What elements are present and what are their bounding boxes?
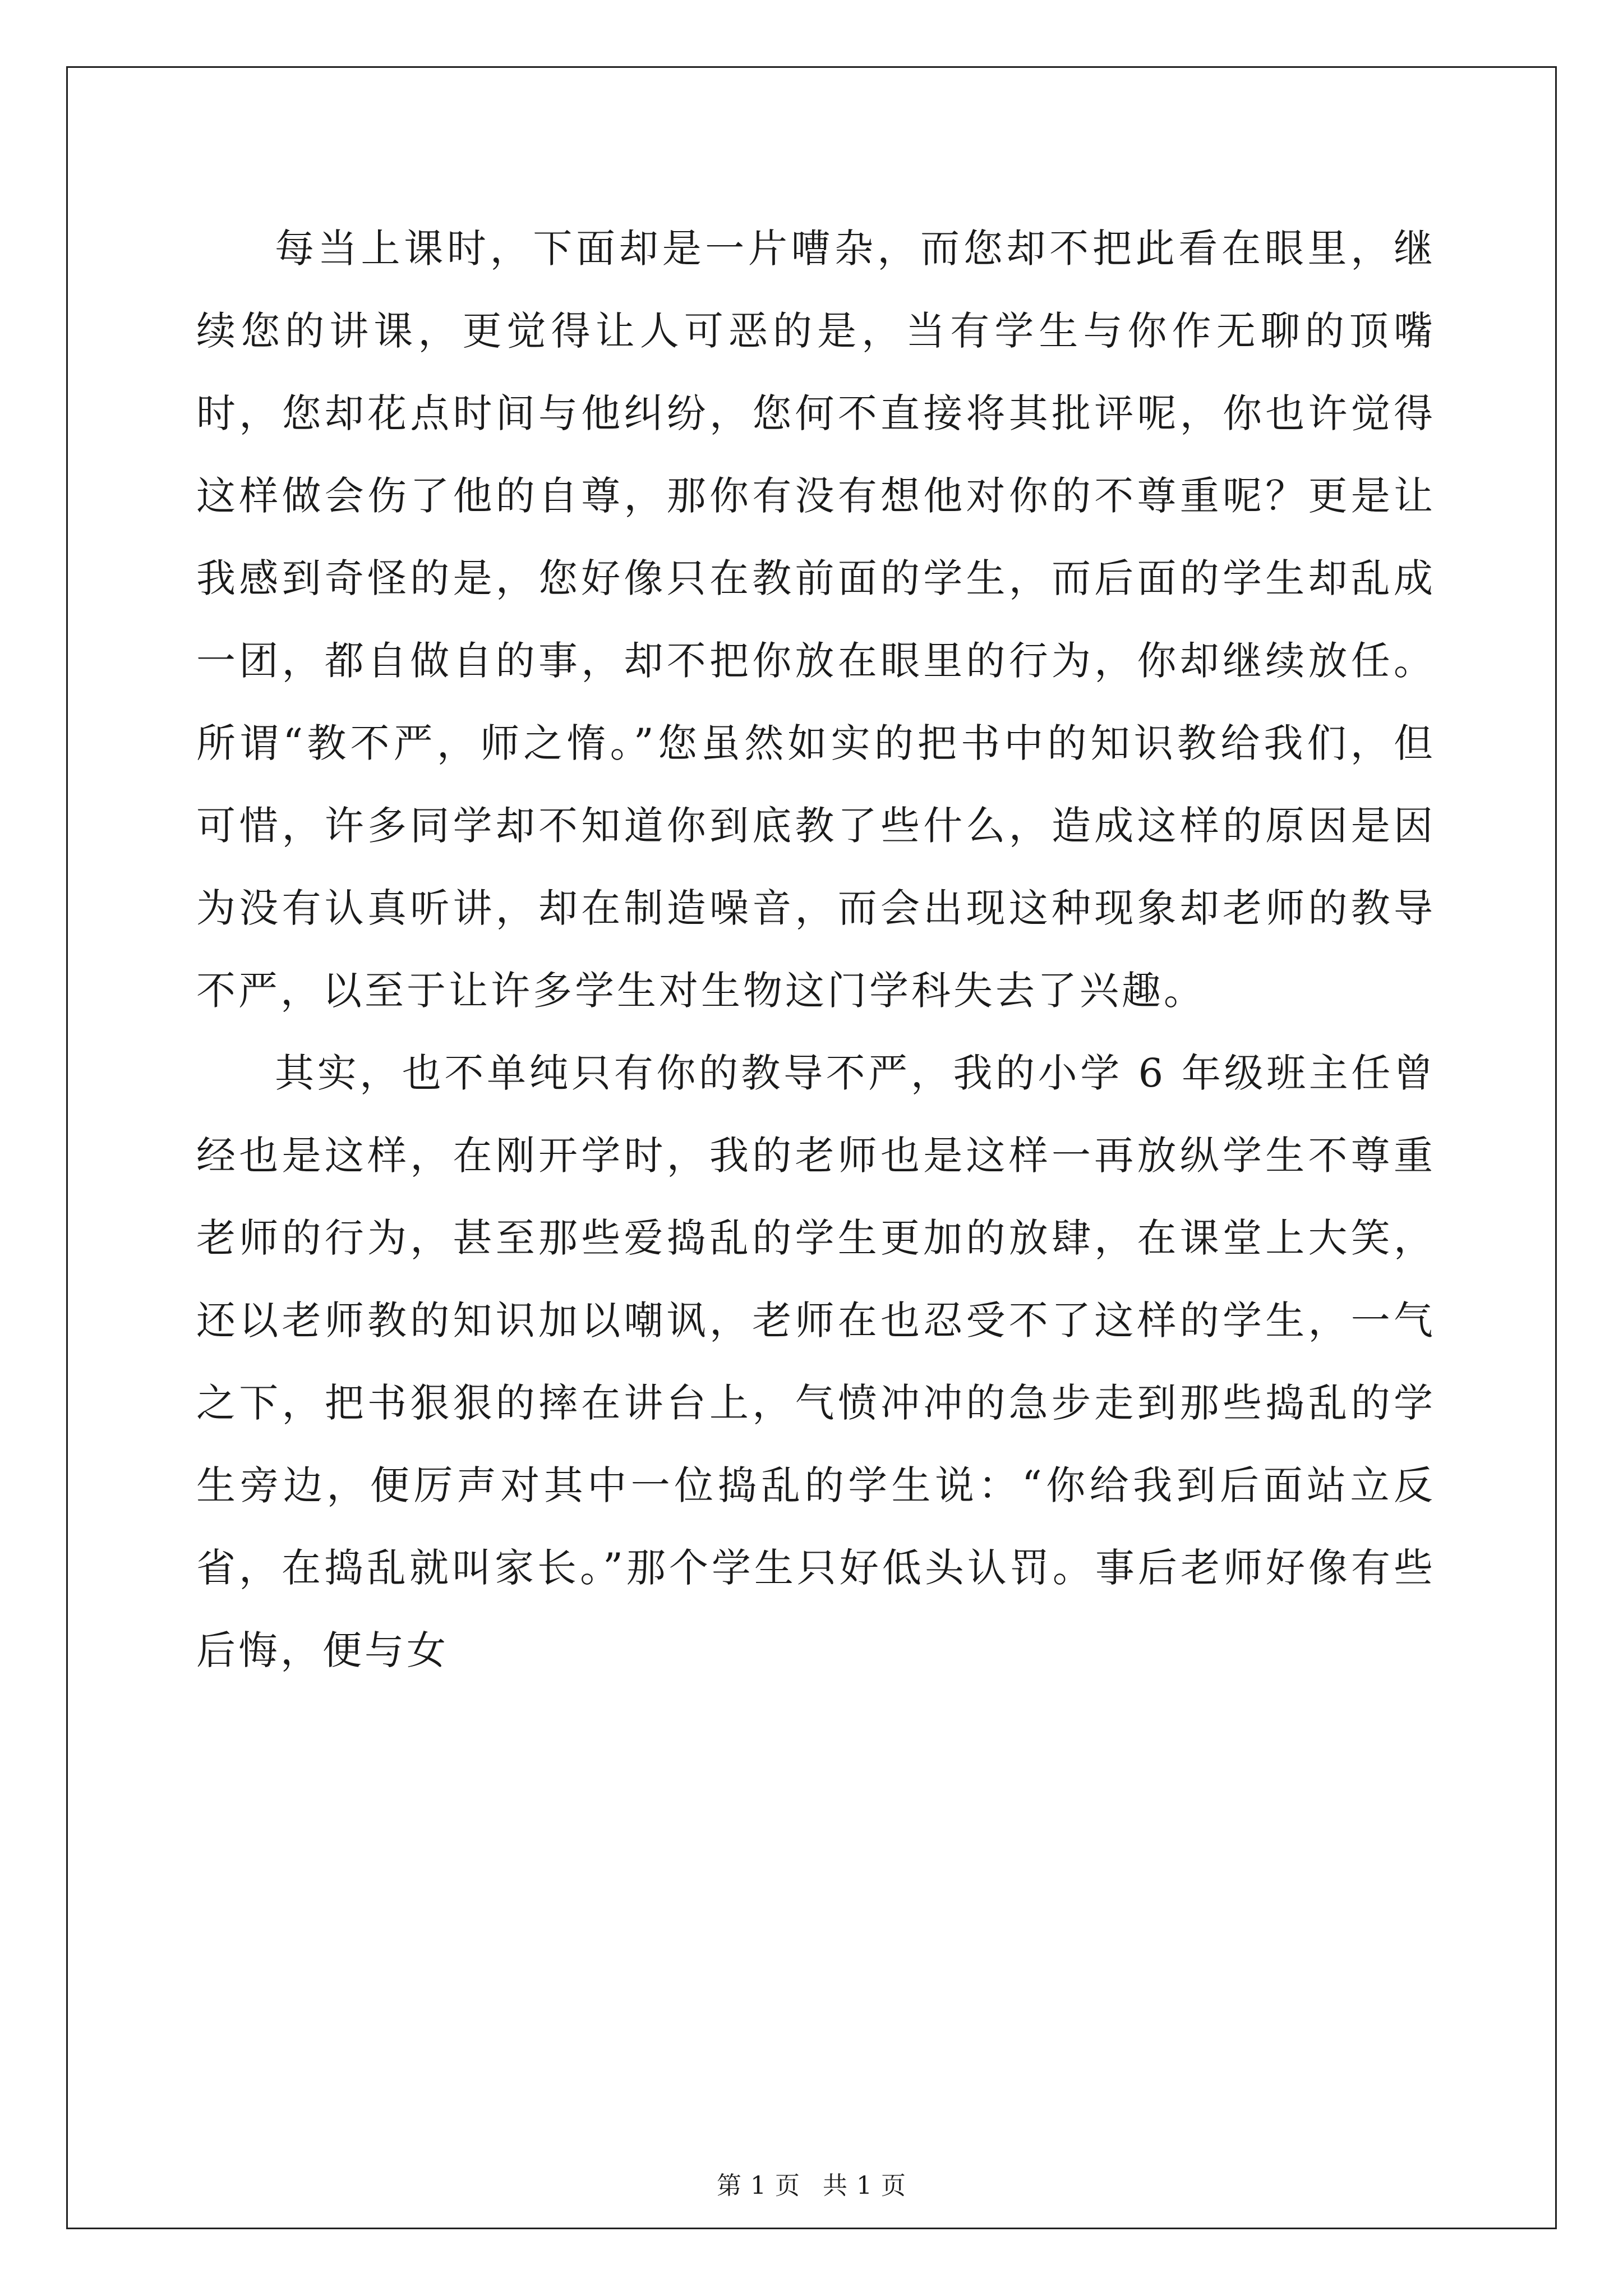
paragraph: 每当上课时，下面却是一片嘈杂，而您却不把此看在眼里，继续您的讲课，更觉得让人可恶的是，当有学生与你作无聊的顶嘴时，您却花点时间与他纠纷，您何不直接将其批评呢，你也许觉得这样做会伤了他的自尊，那你有没有想他对你的不尊重呢？更是让我感到奇怪的是，您好像只在教前面的学生，而后面的学生却乱成一团，都自做自的事，却不把你放在眼里的行为，你却继续放任。所谓“教不严，师之惰。”您虽然如实的把书中的知识教给我们，但可惜，许多同学却不知道你到底教了些什么，造成这样的原因是因为没有认真听讲，却在制造噪音，而会出现这种现象却老师的教导不严，以至于让许多学生对生物这门学科失去了兴趣。 [196,226,1436,1014]
page-footer [0,2165,1623,2201]
paragraph: 其实，也不单纯只有你的教导不严，我的小学 6 年级班主任曾经也是这样，在刚开学时，我的老师也是这样一再放纵学生不尊重老师的行为，甚至那些爱捣乱的学生更加的放肆，在课堂上大笑，还以老师教的知识加以嘲讽，老师在也忍受不了这样的学生，一气之下，把书狠狠的摔在讲台上，气愤冲冲的急步走到那些捣乱的学生旁边，便厉声对其中一位捣乱的学生说：“你给我到后面站立反省，在捣乱就叫家长。”那个学生只好低头认罚。事后老师好像有些后悔，便与女 [196,1050,1436,1673]
document-body [196,208,1436,1692]
page-number: 第 1 页 [717,2171,800,2200]
page-total: 共 1 页 [823,2171,906,2200]
